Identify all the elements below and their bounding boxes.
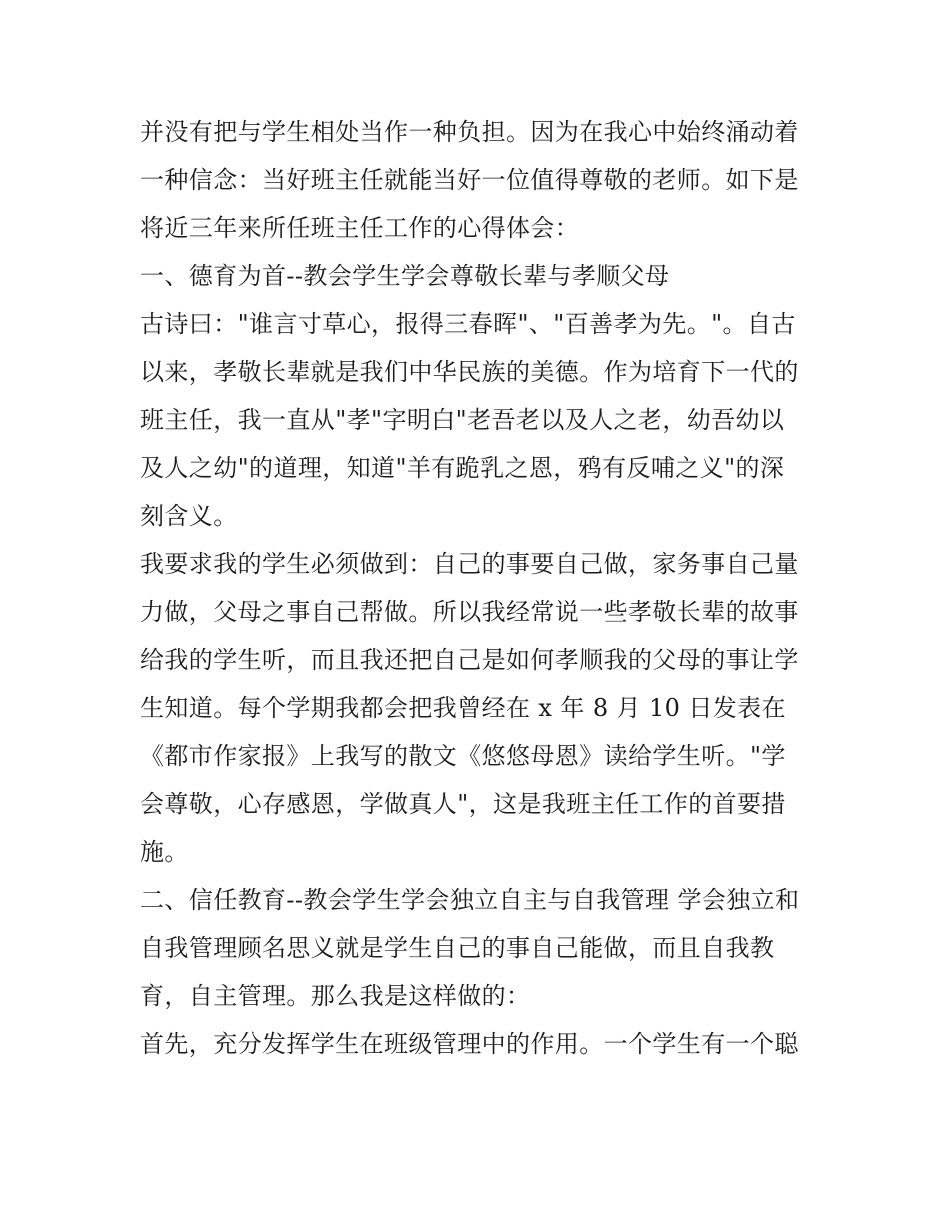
heading-line: 一、德育为首--教会学生学会尊敬长辈与孝顺父母 bbox=[140, 262, 670, 290]
text-line: 及人之幼"的道理，知道"羊有跪乳之恩，鸦有反哺之义"的深 bbox=[140, 454, 785, 482]
heading-line: 二、信任教育--教会学生学会独立自主与自我管理 学会独立和 bbox=[140, 886, 800, 914]
text-line: 首先，充分发挥学生在班级管理中的作用。一个学生有一个聪 bbox=[140, 1030, 799, 1058]
text-line: 古诗曰："谁言寸草心，报得三春晖"、"百善孝为先。"。自古 bbox=[140, 310, 796, 338]
text-line: 自我管理顾名思义就是学生自己的事自己能做，而且自我教 bbox=[140, 934, 775, 962]
text-line: 《都市作家报》上我写的散文《悠悠母恩》读给学生听。"学 bbox=[140, 742, 786, 770]
paragraph-filial-piety bbox=[140, 300, 812, 540]
section-heading-moral-education bbox=[140, 252, 812, 300]
text-line: 生知道。每个学期我都会把我曾经在 x 年 8 月 10 日发表在 bbox=[140, 694, 786, 722]
text-line: 我要求我的学生必须做到：自己的事要自己做，家务事自己量 bbox=[140, 550, 799, 578]
text-line: 并没有把与学生相处当作一种负担。因为在我心中始终涌动着 bbox=[140, 118, 799, 146]
text-line: 班主任，我一直从"孝"字明白"老吾老以及人之老，幼吾幼以 bbox=[140, 406, 785, 434]
text-line: 一种信念：当好班主任就能当好一位值得尊敬的老师。如下是 bbox=[140, 166, 799, 194]
paragraph-first-step bbox=[140, 1020, 812, 1068]
text-line: 会尊敬，心存感恩，学做真人"，这是我班主任工作的首要措 bbox=[140, 790, 786, 818]
paragraph-requirements bbox=[140, 540, 812, 876]
paragraph-intro bbox=[140, 108, 812, 252]
text-line: 给我的学生听，而且我还把自己是如何孝顺我的父母的事让学 bbox=[140, 646, 799, 674]
text-line: 以来，孝敬长辈就是我们中华民族的美德。作为培育下一代的 bbox=[140, 358, 799, 386]
section-heading-trust-education bbox=[140, 876, 812, 1020]
text-line: 将近三年来所任班主任工作的心得体会： bbox=[140, 214, 580, 242]
text-line: 力做，父母之事自己帮做。所以我经常说一些孝敬长辈的故事 bbox=[140, 598, 799, 626]
text-line: 施。 bbox=[140, 838, 189, 866]
document-body bbox=[140, 108, 812, 1068]
text-line: 刻含义。 bbox=[140, 502, 238, 530]
text-line: 育，自主管理。那么我是这样做的： bbox=[140, 982, 531, 1010]
